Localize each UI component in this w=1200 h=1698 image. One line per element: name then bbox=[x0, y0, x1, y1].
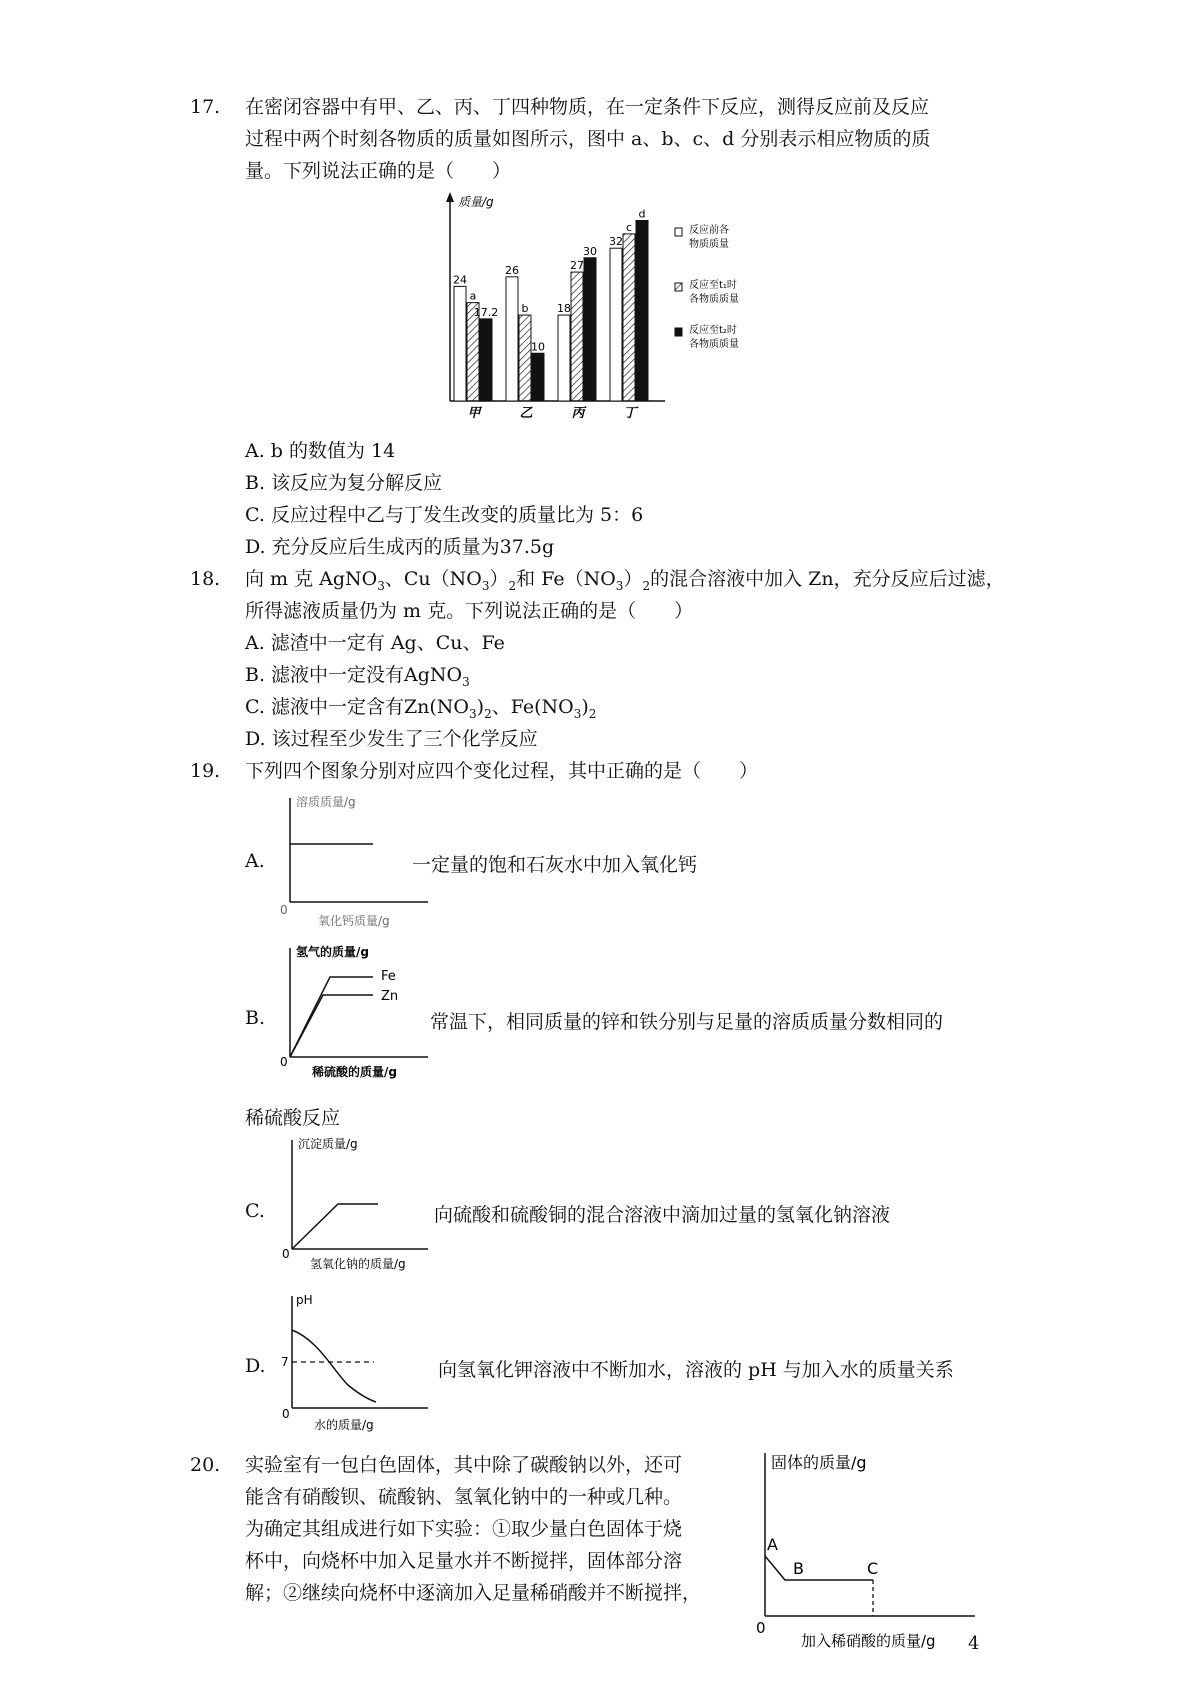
q19-a-origin: 0 bbox=[280, 903, 288, 917]
q20-line1: 实验室有一包白色固体，其中除了碳酸钠以外，还可 bbox=[245, 1454, 683, 1476]
q19-d-ref-label: 7 bbox=[281, 1355, 289, 1369]
q19-b-desc: 常温下，相同质量的锌和铁分别与足量的溶质质量分数相同的 bbox=[430, 1011, 944, 1033]
bar-1-1 bbox=[454, 286, 466, 401]
q17-stem-line3: 量。下列说法正确的是（ ） bbox=[245, 160, 512, 182]
bar-1-3 bbox=[480, 319, 492, 401]
q17-option-d: D. 充分反应后生成丙的质量为37.5g bbox=[245, 536, 555, 558]
legend-label-2-1: 反应至t₁时 bbox=[689, 280, 737, 291]
q19-d-curve bbox=[292, 1330, 376, 1402]
q19-b-fe-curve bbox=[290, 977, 373, 1057]
legend-label-3-2: 各物质质量 bbox=[689, 339, 739, 350]
q20-ylabel: 固体的质量/g bbox=[771, 1453, 867, 1472]
chart-y-label: 质量/g bbox=[458, 195, 494, 209]
q18-number: 18. bbox=[190, 568, 221, 590]
q18-option-d: D. 该过程至少发生了三个化学反应 bbox=[245, 728, 538, 750]
bar-label-2-3: 10 bbox=[531, 340, 545, 354]
legend-label-2-2: 各物质质量 bbox=[689, 294, 739, 305]
q19-c-xlabel: 氢氧化钠的质量/g bbox=[310, 1257, 406, 1271]
q20-point-b: B bbox=[793, 1559, 804, 1578]
q19-d-xlabel: 水的质量/g bbox=[314, 1418, 374, 1432]
q18-option-b: B. 滤液中一定没有AgNO$_3$ bbox=[245, 664, 470, 689]
q20-point-c: C bbox=[867, 1559, 879, 1578]
q19-b-desc-cont: 稀硫酸反应 bbox=[245, 1107, 341, 1129]
category-label-3: 丙 bbox=[571, 406, 585, 421]
q19-b-origin: 0 bbox=[280, 1055, 288, 1069]
bar-label-1-1: 24 bbox=[453, 273, 467, 287]
q20-line4: 杯中，向烧杯中加入足量水并不断搅拌，固体部分溶 bbox=[245, 1550, 683, 1572]
q17-number: 17. bbox=[190, 96, 221, 118]
bar-label-2-1: 26 bbox=[505, 263, 519, 277]
q19-stem: 下列四个图象分别对应四个变化过程，其中正确的是（ ） bbox=[245, 760, 759, 782]
chart-y-arrow bbox=[446, 192, 454, 202]
bar-3-3 bbox=[584, 258, 596, 401]
q19-number: 19. bbox=[190, 760, 221, 782]
q19-b-ylabel: 氢气的质量/g bbox=[296, 945, 369, 959]
bar-label-2-2: b bbox=[521, 302, 529, 316]
q20-curve bbox=[765, 1556, 873, 1580]
bar-label-4-2: c bbox=[625, 220, 633, 234]
bar-3-1 bbox=[558, 315, 570, 401]
q19-b-graph bbox=[278, 942, 438, 1080]
q17-stem-line1: 在密闭容器中有甲、乙、丙、丁四种物质，在一定条件下反应，测得反应前及反应 bbox=[245, 96, 930, 118]
q19-c-graph bbox=[278, 1134, 438, 1272]
legend-label-1-1: 反应前各 bbox=[689, 225, 729, 236]
q19-a-desc: 一定量的饱和石灰水中加入氧化钙 bbox=[412, 854, 698, 876]
q20-line5: 解；②继续向烧杯中逐滴加入足量稀硝酸并不断搅拌， bbox=[245, 1582, 702, 1604]
bar-label-4-3: d bbox=[638, 207, 646, 221]
legend-swatch-1 bbox=[675, 228, 682, 236]
category-label-4: 丁 bbox=[623, 406, 637, 421]
legend-label-1-2: 物质质量 bbox=[689, 239, 729, 250]
q19-b-label: B. bbox=[245, 1007, 266, 1029]
q19-b-xlabel: 稀硫酸的质量/g bbox=[312, 1065, 397, 1079]
q18-stem-line2: 所得滤液质量仍为 m 克。下列说法正确的是（ ） bbox=[245, 600, 694, 622]
q18-option-a: A. 滤渣中一定有 Ag、Cu、Fe bbox=[245, 632, 505, 654]
q20-xlabel: 加入稀硝酸的质量/g bbox=[801, 1632, 936, 1650]
legend-swatch-2 bbox=[675, 283, 682, 291]
q19-a-ylabel: 溶质质量/g bbox=[296, 795, 356, 809]
q19-a-label: A. bbox=[245, 850, 265, 872]
q19-c-origin: 0 bbox=[282, 1247, 290, 1261]
q20-number: 20. bbox=[190, 1454, 221, 1476]
page-number: 4 bbox=[968, 1633, 980, 1654]
q17-bar-chart bbox=[430, 188, 770, 438]
bar-4-3 bbox=[636, 221, 648, 401]
q20-line3: 为确定其组成进行如下实验：①取少量白色固体于烧 bbox=[245, 1518, 683, 1540]
q19-d-graph bbox=[278, 1290, 438, 1435]
q19-c-desc: 向硫酸和硫酸铜的混合溶液中滴加过量的氢氧化钠溶液 bbox=[434, 1204, 891, 1226]
q19-b-zn-label: Zn bbox=[381, 989, 399, 1004]
q17-option-c: C. 反应过程中乙与丁发生改变的质量比为 5：6 bbox=[245, 504, 644, 526]
q20-origin: 0 bbox=[756, 1619, 766, 1637]
bar-2-1 bbox=[506, 277, 518, 401]
bar-2-3 bbox=[532, 353, 544, 401]
q19-c-curve bbox=[292, 1204, 378, 1249]
q20-graph bbox=[755, 1448, 995, 1668]
q19-c-label: C. bbox=[245, 1200, 265, 1222]
q19-d-ylabel: pH bbox=[296, 1293, 313, 1307]
bar-label-3-2: 27 bbox=[570, 259, 584, 273]
bar-3-2 bbox=[571, 272, 583, 401]
bar-label-3-1: 18 bbox=[557, 302, 571, 316]
bar-label-4-1: 32 bbox=[609, 235, 623, 249]
q17-stem-line2: 过程中两个时刻各物质的质量如图所示，图中 a、b、c、d 分别表示相应物质的质 bbox=[245, 128, 931, 150]
q19-d-origin: 0 bbox=[282, 1407, 290, 1421]
q19-d-label: D. bbox=[245, 1355, 266, 1377]
bar-label-1-2: a bbox=[469, 289, 477, 303]
legend-swatch-3 bbox=[675, 328, 682, 336]
category-label-2: 乙 bbox=[519, 406, 533, 421]
q20-line2: 能含有硝酸钡、硫酸钠、氢氧化钠中的一种或几种。 bbox=[245, 1486, 683, 1508]
q17-option-b: B. 该反应为复分解反应 bbox=[245, 472, 443, 494]
q19-b-fe-label: Fe bbox=[381, 969, 396, 984]
q20-point-a: A bbox=[767, 1535, 778, 1554]
q18-stem-line1: 向 m 克 AgNO$_3$、$Cu(NO_3)_2$和 $Fe(NO_3)_2$的混合溶液中加入 Zn，充分反应后过滤， bbox=[245, 568, 1005, 593]
q19-c-ylabel: 沉淀质量/g bbox=[298, 1137, 358, 1151]
bar-2-2 bbox=[519, 315, 531, 401]
q19-d-desc: 向氢氧化钾溶液中不断加水，溶液的 pH 与加入水的质量关系 bbox=[438, 1359, 954, 1381]
bar-4-1 bbox=[610, 248, 622, 401]
bar-label-1-3: 17.2 bbox=[473, 305, 499, 319]
q17-option-a: A. b 的数值为 14 bbox=[245, 440, 396, 462]
category-label-1: 甲 bbox=[467, 406, 481, 421]
q18-option-c: C. 滤液中一定含有$Zn(NO_3)_2$、$Fe(NO_3)_2$ bbox=[245, 696, 597, 721]
bar-label-3-3: 30 bbox=[583, 244, 597, 258]
legend-label-3-1: 反应至t₂时 bbox=[689, 325, 737, 336]
q19-a-xlabel: 氧化钙质量/g bbox=[318, 914, 390, 928]
q19-b-zn-curve bbox=[290, 995, 373, 1057]
bar-4-2 bbox=[623, 234, 635, 401]
